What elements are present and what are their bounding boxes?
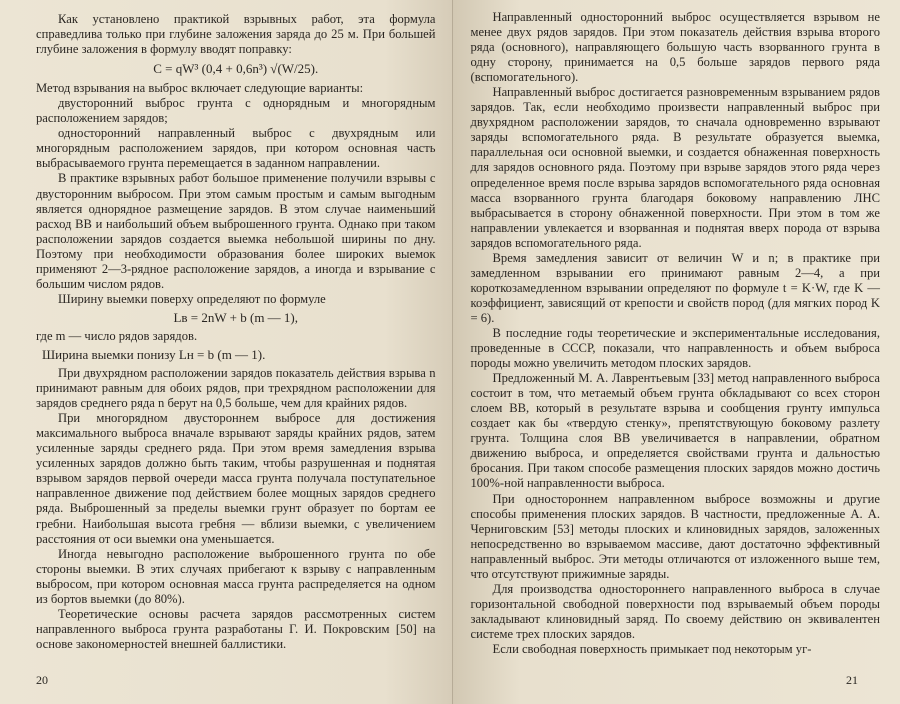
paragraph: Теоретические основы расчета зарядов рассмотренных систем направленного выброса грунта разработаны Г. И. Покровским [50] на основе закономерностей внешней баллистики. bbox=[36, 606, 436, 651]
paragraph: Иногда невыгодно расположение выброшенного грунта по обе стороны выемки. В этих случаях прибегают к взрыву с направленным выбросом, при котором основная масса грунта распределяется на одном из бортов выемки (до 80%). bbox=[36, 546, 436, 606]
paragraph: Если свободная поверхность примыкает под некоторым уг- bbox=[492, 641, 812, 656]
paragraph: Метод взрывания на выброс включает следующие варианты: bbox=[36, 81, 364, 96]
paragraph: односторонний направленный выброс с двухрядным или многорядным расположением зарядов, при котором основная часть выбрасываемого грунта перемещается в заданном направлении. bbox=[36, 126, 436, 171]
page-number-left: 20 bbox=[36, 672, 48, 687]
paragraph: Для производства одностороннего направленного выброса в случае горизонтальной свободной поверхности под взрываемый объем породы закладывают клиновидный заряд. По своему действию он эквивалентен системе трех плоских зарядов. bbox=[470, 581, 880, 641]
paragraph: двусторонний выброс грунта с однорядным и многорядным расположением зарядов; bbox=[36, 96, 436, 126]
page-number-right: 21 bbox=[846, 672, 858, 687]
paragraph: При многорядном двустороннем выбросе для достижения максимального выброса вначале взрывают заряды крайних рядов, затем усиленные заряды среднего ряда. При этом время замедления взрыва усиленных зарядов должно быть таким, чтобы разрушенная и поднятая взрывом зарядов первой очереди масса грунта получала поступательное направленное движение под действием более мощных зарядов среднего ряда. Выброшенный за пределы выемки грунт образует по бортам ее гребни. Наибольшая высота гребня — вблизи выемки, с увеличением расстояния от оси выемки она уменьшается. bbox=[36, 411, 436, 546]
right-page bbox=[453, 0, 900, 704]
formula-top-width: Lв = 2nW + b (m — 1), bbox=[173, 309, 299, 325]
formula-charge-correction: C = qW³ (0,4 + 0,6n³) √(W/25). bbox=[153, 61, 319, 77]
paragraph: где m — число рядов зарядов. bbox=[36, 328, 198, 343]
paragraph: Ширину выемки поверху определяют по формуле bbox=[58, 291, 326, 306]
paragraph: В практике взрывных работ большое применение получили взрывы с двусторонним выбросом. При этом самым простым и самым выгодным является однорядное размещение зарядов. В этом случае наименьший расход ВВ и наибольший объем выброшенного грунта. Однако при таком расположении зарядов создается выемка небольшой ширины по дну. Поэтому при необходимости образования более широких выемок применяют 2—3-рядное расположение зарядов, а иногда и взрывание с большим числом рядов. bbox=[36, 171, 436, 291]
paragraph: Предложенный М. А. Лаврентьевым [33] метод направленного выброса состоит в том, что метаемый объем грунта обкладывают со всех сторон слоем ВВ, который в результате взрыва и сообщения грунту импульса создает как бы «твердую стенку», препятствующую боковому разлету грунта. Толщина слоя ВВ увеличивается в направлении, обратном движению выброса, и определяется свойствами грунта и дальностью бросания. При таком способе размещения плоских зарядов можно достичь 100%-ной направленности выброса. bbox=[470, 371, 880, 491]
formula-bottom-width: Ширина выемки понизу Lн = b (m — 1). bbox=[42, 346, 266, 362]
paragraph: При двухрядном расположении зарядов показатель действия взрыва n принимают равным для обоих рядов, при трехрядном расположении для зарядов среднего ряда n берут на 0,5 больше, чем для крайних рядов. bbox=[36, 366, 436, 411]
paragraph: Время замедления зависит от величин W и n; в практике при замедленном взрывании его принимают равным 2—4, а при короткозамедленном взрывании определяют по формуле t = K·W, где K — коэффициент, зависящий от крепости и свойств пород (для мягких пород K = 6). bbox=[470, 250, 880, 325]
paragraph: Направленный односторонний выброс осуществляется взрывом не менее двух рядов зарядов. При этом показатель действия взрыва второго ряда (основного), направляющего большую часть взорванного грунта в одну сторону, принимается на 0,5 больше зарядов первого ряда (вспомогательного). bbox=[470, 10, 880, 85]
paragraph: При одностороннем направленном выбросе возможны и другие способы применения плоских зарядов. В частности, предложенные А. А. Черниговским [53] методы плоских и клиновидных зарядов, заложенных непосредственно во взрываемом массиве, дают достаточно эффективный направленный выброс. Эти методы отличаются от изложенного выше тем, что отсутствуют прижимные заряды. bbox=[470, 491, 880, 581]
paragraph: Направленный выброс достигается разновременным взрыванием рядов зарядов. Так, если необходимо произвести направленный выброс при двухрядном расположении зарядов, то сначала одновременно взрывают заряды вспомогательного ряда. В результате образуется выемка, параллельная оси основной выемки, и создается обнаженная поверхность для зарядов основного ряда. Поэтому при взрыве зарядов этого ряда через определенное время после взрыва зарядов вспомогательного ряда основная масса взорванного грунта благодаря боковому направлению ЛНС выбрасывается в сторону обнаженной поверхности. При этом в том же направлении увлекается и взорванная и поднятая вверх порода от взрыва зарядов вспомогательного ряда. bbox=[470, 85, 880, 250]
paragraph: В последние годы теоретические и экспериментальные исследования, проведенные в СССР, показали, что направленность и объем выброса породы можно увеличить методом плоских зарядов. bbox=[470, 325, 880, 371]
paragraph: Как установлено практикой взрывных работ, эта формула справедлива только при глубине заложения заряда до 25 м. При большей глубине заложения в формулу вводят поправку: bbox=[36, 12, 436, 57]
